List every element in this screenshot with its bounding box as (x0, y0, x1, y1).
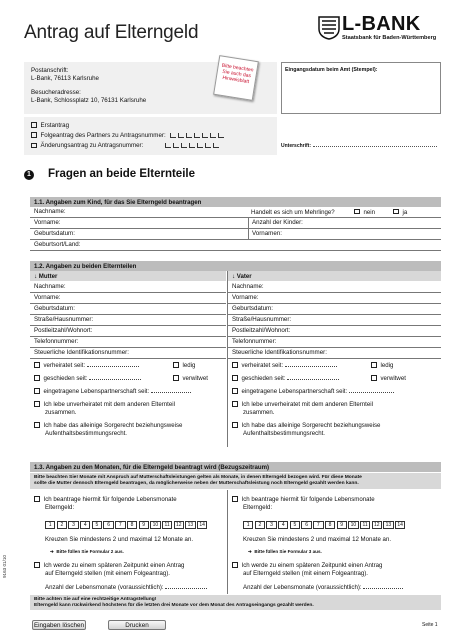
checkbox[interactable] (371, 375, 377, 381)
checkbox[interactable] (31, 143, 37, 149)
mother-vorname-field[interactable]: Vorname: (30, 293, 226, 304)
mother-formular-hint: ➔ Bitte füllen Sie Formular 2 aus. (50, 549, 124, 554)
mother-month-grid[interactable] (45, 521, 209, 529)
month-box[interactable]: 14 (395, 521, 405, 529)
stamp-label: Eingangsdatum beim Amt (Stempel): (285, 67, 378, 73)
l-bank-logo (318, 13, 438, 46)
checkbox[interactable] (34, 362, 40, 368)
mother-ledig[interactable]: ledig (173, 362, 195, 370)
mother-sorgerecht[interactable]: Ich habe das alleinige Sorgerecht beziehungsweise Aufenthaltsbestimmungsrecht. (34, 422, 182, 437)
section-1-1-header: 1.1. Angaben zum Kind, für das Sie Elterngeld beantragen (30, 197, 441, 207)
father-geburtsdatum-field[interactable]: Geburtsdatum: (228, 304, 441, 315)
father-month-grid[interactable] (243, 521, 407, 529)
coat-of-arms-icon (318, 16, 340, 40)
father-sorgerecht[interactable]: Ich habe das alleinige Sorgerecht beziehungsweise Aufenthaltsbestimmungsrecht. (232, 422, 380, 437)
application-type-box (24, 117, 277, 155)
option-erstantrag[interactable]: Erstantrag (31, 121, 270, 131)
child-geburtsort-field[interactable]: Geburtsort/Land: (30, 240, 441, 251)
mother-anzahl-monate[interactable]: Anzahl der Lebensmonate (voraussichtlich): (45, 584, 207, 591)
child-vorname-field[interactable]: Vorname: (30, 218, 248, 229)
month-box[interactable]: 1 (243, 521, 253, 529)
option-folgeantrag[interactable]: Folgeantrag des Partners zu Antragsnummer: (31, 131, 270, 141)
form-code: 9163 01/10 (2, 555, 7, 578)
month-box[interactable]: 6 (301, 521, 311, 529)
section-1-3-header: 1.3. Angaben zu den Monaten, für die Elterngeld beantragt wird (Bezugszeitraum) (30, 462, 441, 472)
divider (248, 218, 249, 240)
father-telefon-field[interactable]: Telefonnummer: (228, 337, 441, 348)
mother-strasse-field[interactable]: Straße/Hausnummer: (30, 315, 226, 326)
checkbox[interactable] (232, 388, 238, 394)
checkbox[interactable] (173, 362, 179, 368)
month-box[interactable]: 7 (313, 521, 323, 529)
mother-telefon-field[interactable]: Telefonnummer: (30, 337, 226, 348)
visit-address: L-Bank, Schlossplatz 10, 76131 Karlsruhe (31, 97, 147, 105)
month-box[interactable]: 5 (290, 521, 300, 529)
checkbox[interactable] (34, 388, 40, 394)
stamp-box[interactable] (281, 62, 441, 114)
checkbox[interactable] (34, 422, 40, 428)
checkbox[interactable] (232, 375, 238, 381)
month-box[interactable]: 7 (115, 521, 125, 529)
mother-min-max-hint: Kreuzen Sie mindestens 2 und maximal 12 Monate an. (45, 536, 194, 543)
month-box[interactable]: 12 (372, 521, 382, 529)
checkbox[interactable] (34, 562, 40, 568)
month-box[interactable]: 5 (92, 521, 102, 529)
month-box[interactable]: 4 (80, 521, 90, 529)
child-vornamen-field[interactable]: Vornamen: (248, 229, 441, 240)
section-1-2-header: 1.2. Angaben zu beiden Elternteilen (30, 261, 441, 271)
mutterschaft-notice: Bitte beachten Sie! Monate mit Anspruch auf Mutterschaftsleistungen gelten als Monate, in denen Elterngeld bezogen wird. Für diese Monate sollte die Mutter dennoch Elterngeld beantragen, da möglicherweise neben der Mutterschaftsleistung noch Elterngeld gezahlt werden kann. (30, 473, 441, 489)
logo-subtitle: Staatsbank für Baden-Württemberg (342, 35, 437, 41)
section-title: 1 Fragen an beide Elternteile (24, 168, 195, 180)
mother-apply-months[interactable]: Ich beantrage hiermit für folgende Lebensmonate Elterngeld: (34, 496, 177, 511)
father-nachname-field[interactable]: Nachname: (228, 282, 441, 293)
month-box[interactable]: 8 (127, 521, 137, 529)
father-verwitwet[interactable]: verwitwet (371, 375, 406, 383)
checkbox[interactable] (232, 422, 238, 428)
month-box[interactable]: 3 (68, 521, 78, 529)
reset-button[interactable]: Eingaben löschen (33, 622, 85, 629)
month-box[interactable]: 12 (174, 521, 184, 529)
month-box[interactable]: 10 (150, 521, 160, 529)
month-box[interactable]: 14 (197, 521, 207, 529)
checkbox[interactable] (371, 362, 377, 368)
checkbox[interactable] (173, 375, 179, 381)
father-apply-months[interactable]: Ich beantrage hiermit für folgende Lebensmonate Elterngeld: (232, 496, 375, 511)
mother-nachname-field[interactable]: Nachname: (30, 282, 226, 293)
mehrlinge-nein[interactable]: nein (354, 209, 375, 217)
month-box[interactable]: 13 (383, 521, 393, 529)
checkbox[interactable] (31, 132, 37, 138)
logo-name: L-BANK (342, 13, 421, 35)
month-box[interactable]: 10 (348, 521, 358, 529)
mother-header: ↓ Mutter (30, 271, 226, 281)
mother-lebenspartner[interactable]: eingetragene Lebenspartnerschaft seit: (34, 388, 191, 396)
print-button[interactable]: Drucken (108, 620, 166, 630)
month-box[interactable]: 13 (185, 521, 195, 529)
mother-geburtsdatum-field[interactable]: Geburtsdatum: (30, 304, 226, 315)
father-plz-field[interactable]: Postleitzahl/Wohnort: (228, 326, 441, 337)
month-box[interactable]: 6 (103, 521, 113, 529)
checkbox[interactable] (232, 401, 238, 407)
father-unverheiratet[interactable]: Ich lebe unverheiratet mit dem anderen Elternteil zusammen. (232, 401, 373, 416)
mother-verwitwet[interactable]: verwitwet (173, 375, 208, 383)
signature-field[interactable]: Unterschrift: (281, 143, 441, 149)
father-min-max-hint: Kreuzen Sie mindestens 2 und maximal 12 Monate an. (243, 536, 392, 543)
month-box[interactable]: 11 (360, 521, 370, 529)
mother-verheiratet[interactable]: verheiratet seit: (34, 362, 139, 370)
section-number: 1 (24, 170, 34, 180)
arrow-right-icon: ➔ (50, 549, 54, 554)
father-formular-hint: ➔ Bitte füllen Sie Formular 3 aus. (248, 549, 322, 554)
deadline-notice: Bitte achten Sie auf eine rechtzeitige Antragstellung! Elterngeld kann rückwirkend höchstens für die letzten drei Monate vor dem Monat des Antragseingangs gezahlt werden. (30, 595, 441, 610)
month-box[interactable]: 2 (57, 521, 67, 529)
checkbox[interactable] (232, 496, 238, 502)
father-geschieden[interactable]: geschieden seit: (232, 375, 339, 383)
mehrlinge-ja[interactable]: ja (393, 209, 407, 217)
father-steuer-id-field[interactable]: Steuerliche Identifikationsnummer: (228, 348, 441, 359)
option-aenderungsantrag[interactable]: Änderungsantrag zu Antragsnummer: (31, 141, 270, 151)
post-address: L-Bank, 76113 Karlsruhe (31, 75, 99, 83)
month-box[interactable]: 11 (162, 521, 172, 529)
father-ledig[interactable]: ledig (371, 362, 393, 370)
checkbox[interactable] (393, 209, 399, 215)
mother-unverheiratet[interactable]: Ich lebe unverheiratet mit dem anderen Elternteil zusammen. (34, 401, 175, 416)
page-title: Antrag auf Elterngeld (24, 22, 199, 43)
visit-label: Besucheradresse: (31, 88, 81, 96)
post-label: Postanschrift: (31, 67, 69, 74)
checkbox[interactable] (34, 401, 40, 407)
month-box[interactable]: 9 (139, 521, 149, 529)
checkbox[interactable] (34, 375, 40, 381)
child-geburtsdatum-field[interactable]: Geburtsdatum: (30, 229, 248, 240)
mehrlinge-question: Handelt es sich um Mehrlinge? (251, 208, 335, 216)
divider (227, 490, 228, 594)
mother-later-application[interactable]: Ich werde zu einem späteren Zeitpunkt einen Antrag auf Elterngeld stellen (mit einem Folgeantrag). (34, 562, 184, 577)
father-strasse-field[interactable]: Straße/Hausnummer: (228, 315, 441, 326)
father-header: ↓ Vater (228, 271, 441, 281)
father-verheiratet[interactable]: verheiratet seit: (232, 362, 337, 370)
month-box[interactable]: 9 (337, 521, 347, 529)
divider (227, 271, 228, 447)
child-nachname-row[interactable]: Nachname: (30, 207, 441, 218)
page-number: Seite 1 (422, 622, 438, 628)
mother-geschieden[interactable]: geschieden seit: (34, 375, 141, 383)
father-anzahl-monate[interactable]: Anzahl der Lebensmonate (voraussichtlich): (243, 584, 403, 591)
checkbox[interactable] (31, 122, 37, 128)
mother-plz-field[interactable]: Postleitzahl/Wohnort: (30, 326, 226, 337)
month-box[interactable]: 4 (278, 521, 288, 529)
hint-sticky-note: Bitte beachten Sie auch das Hinweisblatt (213, 55, 259, 101)
month-box[interactable]: 2 (255, 521, 265, 529)
arrow-right-icon: ➔ (248, 549, 252, 554)
father-vorname-field[interactable]: Vorname: (228, 293, 441, 304)
child-count-field[interactable]: Anzahl der Kinder: (248, 218, 441, 229)
month-box[interactable]: 8 (325, 521, 335, 529)
father-later-application[interactable]: Ich werde zu einem späteren Zeitpunkt einen Antrag auf Elterngeld stellen (mit einem Folgeantrag). (232, 562, 382, 577)
checkbox[interactable] (232, 562, 238, 568)
month-box[interactable]: 3 (266, 521, 276, 529)
mother-steuer-id-field[interactable]: Steuerliche Identifikationsnummer: (30, 348, 226, 359)
father-lebenspartner[interactable]: eingetragene Lebenspartnerschaft seit: (232, 388, 394, 396)
checkbox[interactable] (34, 496, 40, 502)
checkbox[interactable] (354, 209, 360, 215)
checkbox[interactable] (232, 362, 238, 368)
month-box[interactable]: 1 (45, 521, 55, 529)
